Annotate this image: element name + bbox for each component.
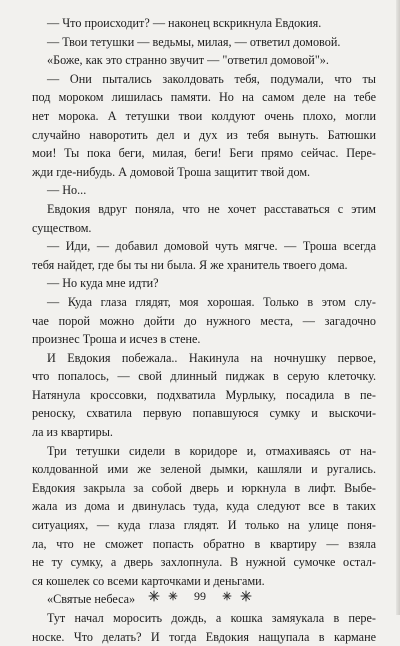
- text-line: что попалось, — свой длинный пиджак в серую клеточку.: [32, 369, 376, 384]
- text-line: ситуациях, — куда глаза глядят. И только на улице поня-: [32, 518, 376, 533]
- sparkle-ornament-icon: [240, 590, 252, 602]
- page-footer: [0, 588, 400, 604]
- text-line: — Но куда мне идти?: [47, 276, 159, 291]
- text-line: жди где-нибудь. А домовой Троша защитит твой дом.: [32, 164, 311, 179]
- text-line: Евдокия закрыла за собой дверь и юркнула в лифт. Выбе-: [32, 480, 376, 495]
- text-line: чае порой можно дойти до нужного места, — загадочно: [32, 313, 376, 328]
- text-line: тебя найдет, где бы ты ни была. Я же хранитель твоего дома.: [32, 257, 348, 272]
- text-line: под мороком лишилась памяти. Но на самом деле на тебе: [32, 90, 376, 105]
- text-line: колдованной ими же зеленой дымки, кашляли и ругались.: [32, 462, 376, 477]
- text-line: ла из квартиры.: [32, 425, 113, 440]
- text-line: — Что происходит? — наконец вскрикнула Евдокия.: [47, 16, 322, 30]
- text-line: не ту сумку, а дверь захлопнула. В нужной сумочке остал-: [32, 555, 376, 570]
- text-line: — Иди, — добавил домовой чуть мягче. — Троша всегда: [47, 239, 376, 254]
- text-line: носке. Что делать? И тогда Евдокия нащупала в кармане: [32, 629, 376, 644]
- sparkle-ornament-icon: [167, 590, 179, 602]
- text-line: — Но...: [47, 183, 87, 198]
- book-page-text: [32, 14, 376, 646]
- text-line: И Евдокия побежала.. Накинула на ночнушку первое,: [47, 350, 376, 365]
- text-line: Тут начал моросить дождь, а кошка замяукала в пере-: [47, 611, 376, 625]
- sparkle-ornament-icon: [148, 590, 160, 602]
- text-line: нет морока. А тетушки твои колдуют очень плохо, могли: [32, 108, 376, 123]
- text-line: — Куда глаза глядят, моя хорошая. Только в этом слу-: [47, 294, 376, 309]
- page-edge: [396, 0, 400, 615]
- text-line: произнес Троша и исчез в стене.: [32, 332, 201, 347]
- text-line: Три тетушки сидели в коридоре и, отмахиваясь от на-: [47, 443, 376, 458]
- text-line: — Они пытались заколдовать тебя, подумали, что ты: [47, 71, 376, 86]
- page-number: 99: [194, 588, 206, 603]
- text-line: ся кошелек со всеми карточками и деньгами.: [32, 573, 265, 588]
- text-line: — Твои тетушки — ведьмы, милая, — ответил домовой.: [47, 34, 341, 49]
- text-line: существом.: [32, 220, 92, 235]
- text-line: жала из дома и двинулась туда, куда следуют все в таких: [32, 499, 376, 514]
- text-line: реноску, схватила первую попавшуюся сумку и выскочи-: [32, 406, 376, 421]
- text-line: «Боже, как это странно звучит — "ответил домовой"».: [47, 53, 329, 68]
- text-line: случайно наворотить дел и дух из тебя вынуть. Батюшки: [32, 127, 376, 142]
- text-line: Евдокия вдруг поняла, что не хочет расставаться с этим: [47, 201, 376, 216]
- text-line: «Святые небеса»: [47, 592, 136, 607]
- text-line: Натянула кроссовки, подхватила Мурлыку, посадила в пе-: [32, 387, 376, 402]
- sparkle-ornament-icon: [221, 590, 233, 602]
- text-line: ла, что не сможет попасть обратно в квартиру — взяла: [32, 536, 376, 551]
- text-line: мои! Ты пока беги, милая, беги! Беги прямо сейчас. Пере-: [32, 146, 376, 161]
